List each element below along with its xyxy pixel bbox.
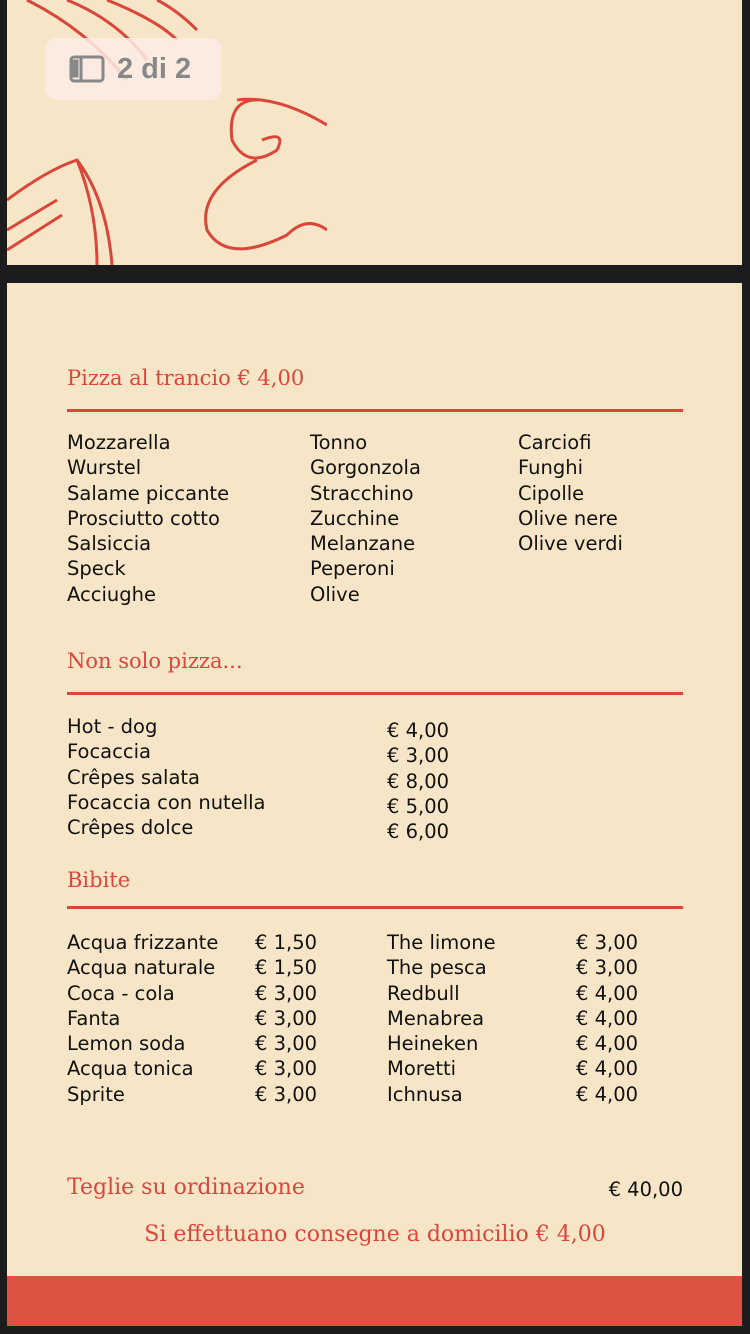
- drink-name: Heineken: [387, 1032, 479, 1056]
- item-name: Crêpes dolce: [67, 816, 194, 840]
- item-price: € 4,00: [387, 719, 450, 742]
- drink-name: The pesca: [387, 956, 487, 980]
- drink-name: Sprite: [67, 1082, 125, 1106]
- drink-price: € 4,00: [576, 1057, 639, 1081]
- drink-name: Moretti: [387, 1057, 457, 1081]
- section-heading-pizza: Pizza al trancio € 4,00: [67, 366, 305, 390]
- drink-price: € 3,00: [255, 1032, 318, 1056]
- pizza-topping: Prosciutto cotto: [67, 506, 220, 530]
- item-name: Focaccia: [67, 740, 151, 764]
- section-heading-bibite: Bibite: [67, 868, 131, 892]
- pizza-topping: Wurstel: [67, 456, 142, 480]
- drinks-right-names: [387, 930, 496, 1107]
- drink-price: € 3,00: [576, 931, 639, 954]
- item-price: € 3,00: [387, 744, 450, 768]
- drink-price: € 3,00: [255, 1082, 318, 1106]
- divider: [67, 409, 683, 412]
- pizza-list-col2: [310, 430, 421, 607]
- item-name: Focaccia con nutella: [67, 790, 266, 814]
- drink-name: Lemon soda: [67, 1032, 186, 1056]
- menu-page-1-bottom: [7, 0, 742, 265]
- drink-price: € 4,00: [576, 981, 639, 1005]
- item-price: € 5,00: [387, 794, 450, 818]
- divider: [67, 692, 683, 695]
- drinks-right-prices: [576, 930, 638, 1107]
- non-solo-names: [67, 714, 266, 840]
- delivery-note: Si effettuano consegne a domicilio € 4,00: [144, 1222, 606, 1247]
- page-indicator-button[interactable]: [45, 38, 222, 100]
- pizza-list-col3: [518, 430, 623, 556]
- pizza-topping: Acciughe: [67, 582, 156, 606]
- section-heading-non-solo-pizza: Non solo pizza...: [67, 649, 243, 673]
- pizza-topping: Mozzarella: [67, 431, 171, 454]
- drink-price: € 1,50: [255, 956, 318, 980]
- pizza-topping: Olive nere: [518, 506, 618, 530]
- pizza-topping: Salsiccia: [67, 532, 152, 556]
- drinks-left-names: [67, 930, 218, 1107]
- drinks-left-prices: [255, 930, 317, 1107]
- teglie-price: € 40,00: [608, 1178, 683, 1201]
- drink-name: Coca - cola: [67, 981, 175, 1005]
- item-name: Crêpes salata: [67, 765, 201, 789]
- drink-name: Menabrea: [387, 1006, 485, 1030]
- drink-price: € 3,00: [255, 1057, 318, 1081]
- drink-name: Ichnusa: [387, 1082, 463, 1106]
- drink-name: Acqua naturale: [67, 956, 216, 980]
- non-solo-prices: [387, 718, 449, 844]
- drink-price: € 1,50: [255, 931, 318, 954]
- drink-name: Acqua frizzante: [67, 931, 219, 954]
- drink-name: The limone: [387, 931, 496, 954]
- pizza-topping: Speck: [67, 557, 126, 581]
- divider: [67, 906, 683, 909]
- drink-price: € 3,00: [255, 1006, 318, 1030]
- drink-price: € 4,00: [576, 1006, 639, 1030]
- pizza-topping: Peperoni: [310, 557, 395, 581]
- item-price: € 6,00: [387, 820, 450, 844]
- drink-price: € 3,00: [255, 981, 318, 1005]
- pizza-topping: Melanzane: [310, 532, 416, 556]
- pizza-topping: Cipolle: [518, 481, 585, 505]
- pizza-topping: Tonno: [310, 431, 368, 454]
- pizza-list-col1: [67, 430, 229, 607]
- pizza-topping: Stracchino: [310, 481, 414, 505]
- drink-price: € 4,00: [576, 1082, 639, 1106]
- pizza-topping: Salame piccante: [67, 481, 230, 505]
- teglie-label: Teglie su ordinazione: [67, 1175, 305, 1200]
- item-name: Hot - dog: [67, 715, 158, 738]
- pizza-topping: Zucchine: [310, 506, 400, 530]
- footer-bar: [7, 1276, 742, 1326]
- drink-name: Acqua tonica: [67, 1057, 194, 1081]
- drink-price: € 4,00: [576, 1032, 639, 1056]
- page-sidebar-icon: [69, 55, 105, 83]
- page-indicator-label: 2 di 2: [117, 52, 192, 85]
- pizza-topping: Olive: [310, 582, 360, 606]
- pizza-topping: Carciofi: [518, 431, 592, 454]
- item-price: € 8,00: [387, 769, 450, 793]
- drink-name: Fanta: [67, 1006, 121, 1030]
- pizza-topping: Olive verdi: [518, 532, 623, 556]
- pizza-topping: Gorgonzola: [310, 456, 421, 480]
- pizza-topping: Funghi: [518, 456, 584, 480]
- drink-price: € 3,00: [576, 956, 639, 980]
- drink-name: Redbull: [387, 981, 460, 1005]
